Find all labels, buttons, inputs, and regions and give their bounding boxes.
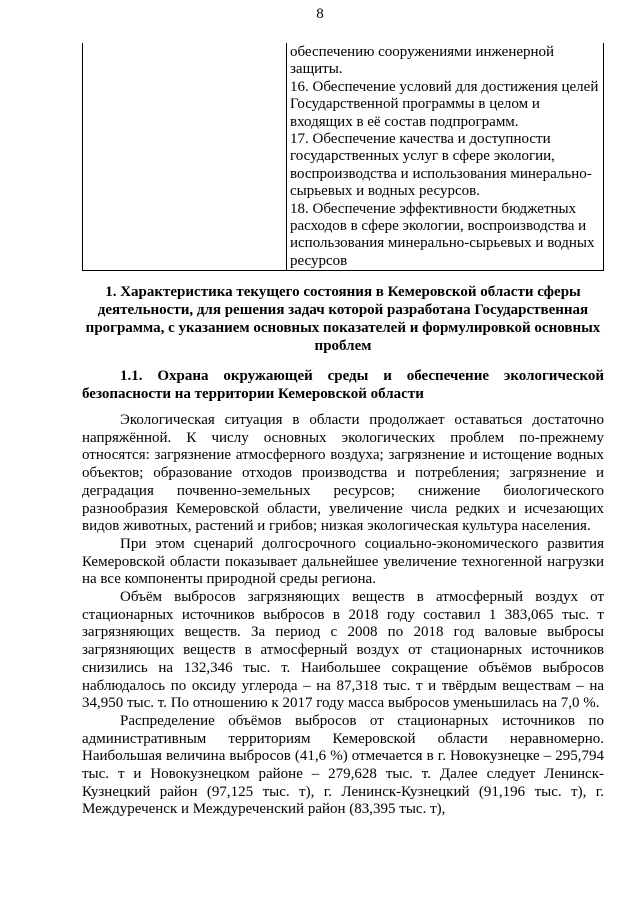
body-text bbox=[82, 412, 604, 819]
table-cell-text: обеспечению сооружениями инженерной защиты. bbox=[290, 44, 555, 78]
continuation-table bbox=[82, 43, 604, 271]
section-heading: 1. Характеристика текущего состояния в Кемеровской области сферы деятельности, для решения задач которой разработана Государственная программа, с указанием основных показателей и формулировкой основных проблем bbox=[85, 284, 601, 354]
subsection-heading: 1.1. Охрана окружающей среды и обеспечение экологической безопасности на территории Кемеровской области bbox=[82, 368, 604, 402]
page-number: 8 bbox=[316, 6, 324, 22]
table-cell-text: 16. Обеспечение условий для достижения целей Государственной программы в целом и входящих в её состав подпрограмм. bbox=[290, 78, 599, 130]
paragraph: Распределение объёмов выбросов от стационарных источников по административным территориям Кемеровской области неравномерно. Наибольшая величина выбросов (41,6 %) отмечается в г. Новокузнецке – 295,794 тыс. т и Новокузнецком районе – 279,628 тыс. т. Далее следует Ленинск-Кузнецкий район (97,125 тыс. т), г. Ленинск-Кузнецкий (91,196 тыс. т), г. Междуреченск и Междуреченский район (83,395 тыс. т), bbox=[82, 712, 604, 818]
paragraph: Экологическая ситуация в области продолжает оставаться достаточно напряжённой. К числу основных экологических проблем по-прежнему относятся: загрязнение атмосферного воздуха; загрязнение и истощение водных объектов; образование отходов производства и потребления; загрязнение и деградация почвенно-земельных ресурсов; снижение биологического разнообразия Кемеровской области, увеличение числа редких и исчезающих видов животных, растений и грибов; низкая экологическая культура населения. bbox=[82, 412, 604, 535]
table-cell-text: 17. Обеспечение качества и доступности государственных услуг в сфере экологии, воспроизводства и использования минерально-сырьевых и водных ресурсов. bbox=[290, 131, 592, 200]
table-cell-text: 18. Обеспечение эффективности бюджетных расходов в сфере экологии, воспроизводства и использования минерально-сырьевых и водных ресурсов bbox=[290, 200, 595, 269]
paragraph: При этом сценарий долгосрочного социально-экономического развития Кемеровской области показывает дальнейшее увеличение техногенной нагрузки на все компоненты природной среды региона. bbox=[82, 535, 604, 588]
table-right-cell bbox=[287, 43, 603, 270]
table-left-cell bbox=[83, 43, 287, 270]
paragraph: Объём выбросов загрязняющих веществ в атмосферный воздух от стационарных источников выбросов в 2018 году составил 1 383,065 тыс. т загрязняющих веществ. За период с 2008 по 2018 год валовые выбросы загрязняющих веществ в атмосферный воздух от стационарных источников снизились на 132,346 тыс. т. Наибольшее сокращение объёмов выбросов наблюдалось по оксиду углерода – на 87,318 тыс. т и твёрдым веществам – на 34,950 тыс. т. По отношению к 2017 году масса выбросов уменьшилась на 7,0 %. bbox=[82, 589, 604, 712]
